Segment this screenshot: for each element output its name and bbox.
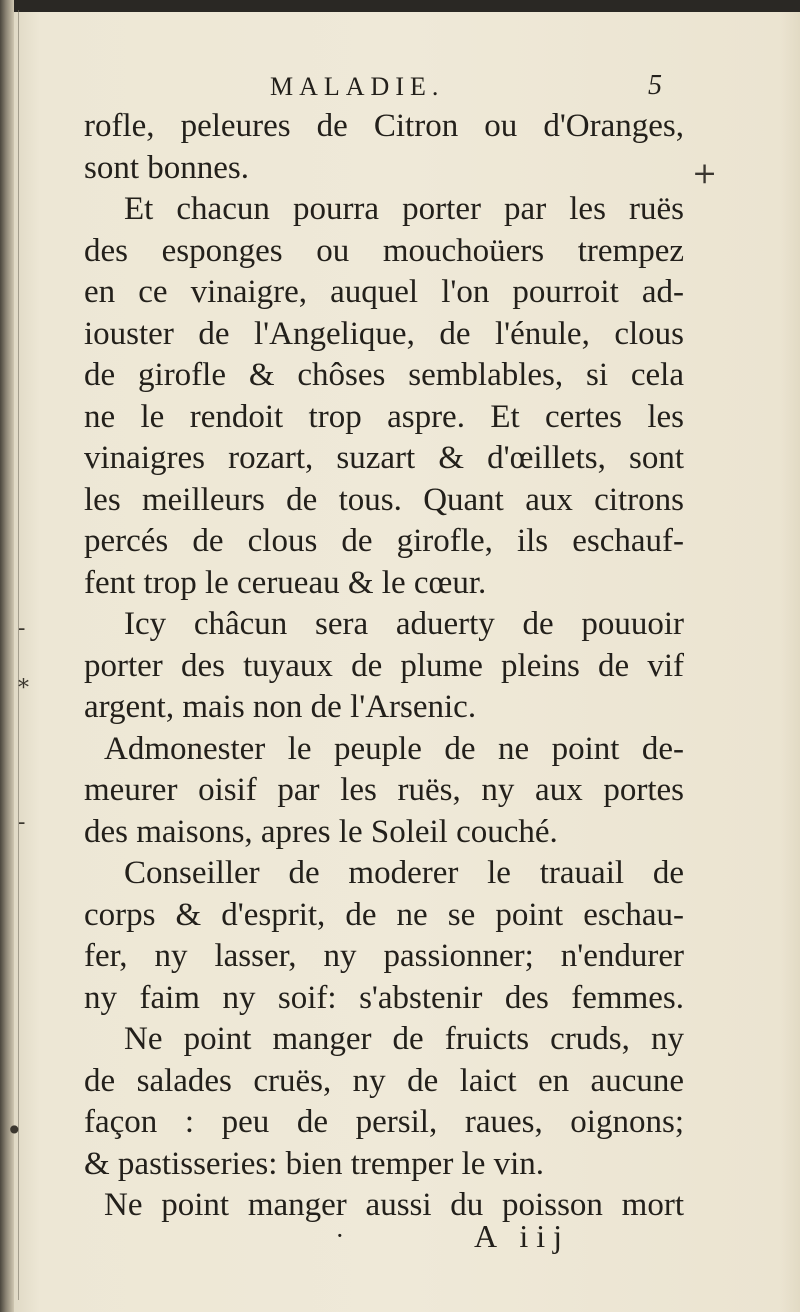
signature-mark: A iij <box>474 1218 571 1254</box>
margin-mark: - <box>18 616 26 641</box>
plus-mark: + <box>692 156 718 191</box>
margin-mark: * <box>18 676 29 701</box>
text-line: des esponges ou mouchoüers trempez <box>84 232 684 269</box>
text-line: meurer oisif par les ruës, ny aux portes <box>84 772 684 808</box>
text-line: en ce vinaigre, auquel l'on pourroit ad- <box>84 274 684 310</box>
text-line: les meilleurs de tous. Quant aux citrons <box>84 481 684 518</box>
text-line: Admonester le peuple de ne point de- <box>104 730 684 767</box>
text-line: des maisons, apres le Soleil couché. <box>84 813 558 850</box>
running-head-title: MALADIE. <box>270 72 445 101</box>
text-line: porter des tuyaux de plume pleins de vif <box>84 647 684 684</box>
text-line: argent, mais non de l'Arsenic. <box>84 689 477 725</box>
text-line: ny faim ny soif: s'abstenir des femmes. <box>84 979 684 1016</box>
running-head <box>0 70 800 110</box>
text-line: iouster de l'Angelique, de l'énule, clous <box>84 315 684 352</box>
text-line: rofle, peleures de Citron ou d'Oranges, <box>84 108 684 144</box>
body-text <box>84 106 684 1227</box>
text-line: Et chacun pourra porter par les ruës <box>124 191 684 227</box>
margin-mark: - <box>18 810 26 835</box>
text-line: percés de clous de girofle, ils eschauf- <box>84 523 684 559</box>
text-line: & pastisseries: bien tremper le vin. <box>84 1145 545 1182</box>
text-line: Ne point manger de fruicts cruds, ny <box>124 1021 684 1057</box>
page-number: 5 <box>648 70 662 101</box>
signature-dot: · <box>336 1222 344 1250</box>
margin-mark: • <box>6 1114 23 1147</box>
text-line: corps & d'esprit, de ne se point eschau- <box>84 896 684 933</box>
text-line: façon : peu de persil, raues, oignons; <box>84 1104 684 1140</box>
text-line: de salades cruës, ny de laict en aucune <box>84 1062 684 1099</box>
text-line: Conseiller de moderer le trauail de <box>124 855 684 891</box>
text-line: vinaigres rozart, suzart & d'œillets, sont <box>84 440 684 476</box>
text-line: fer, ny lasser, ny passionner; n'endurer <box>84 938 684 974</box>
scan-top-border <box>0 0 800 12</box>
margin-rule <box>18 10 19 1300</box>
text-line: ne le rendoit trop aspre. Et certes les <box>84 398 684 435</box>
text-line: Ne point manger aussi du poisson mort <box>104 1187 684 1223</box>
text-line: sont bonnes. <box>84 149 249 186</box>
text-line: fent trop le cerueau & le cœur. <box>84 564 487 601</box>
text-line: de girofle & chôses semblables, si cela <box>84 357 684 393</box>
text-line: Icy châcun sera aduerty de pouuoir <box>124 606 684 642</box>
